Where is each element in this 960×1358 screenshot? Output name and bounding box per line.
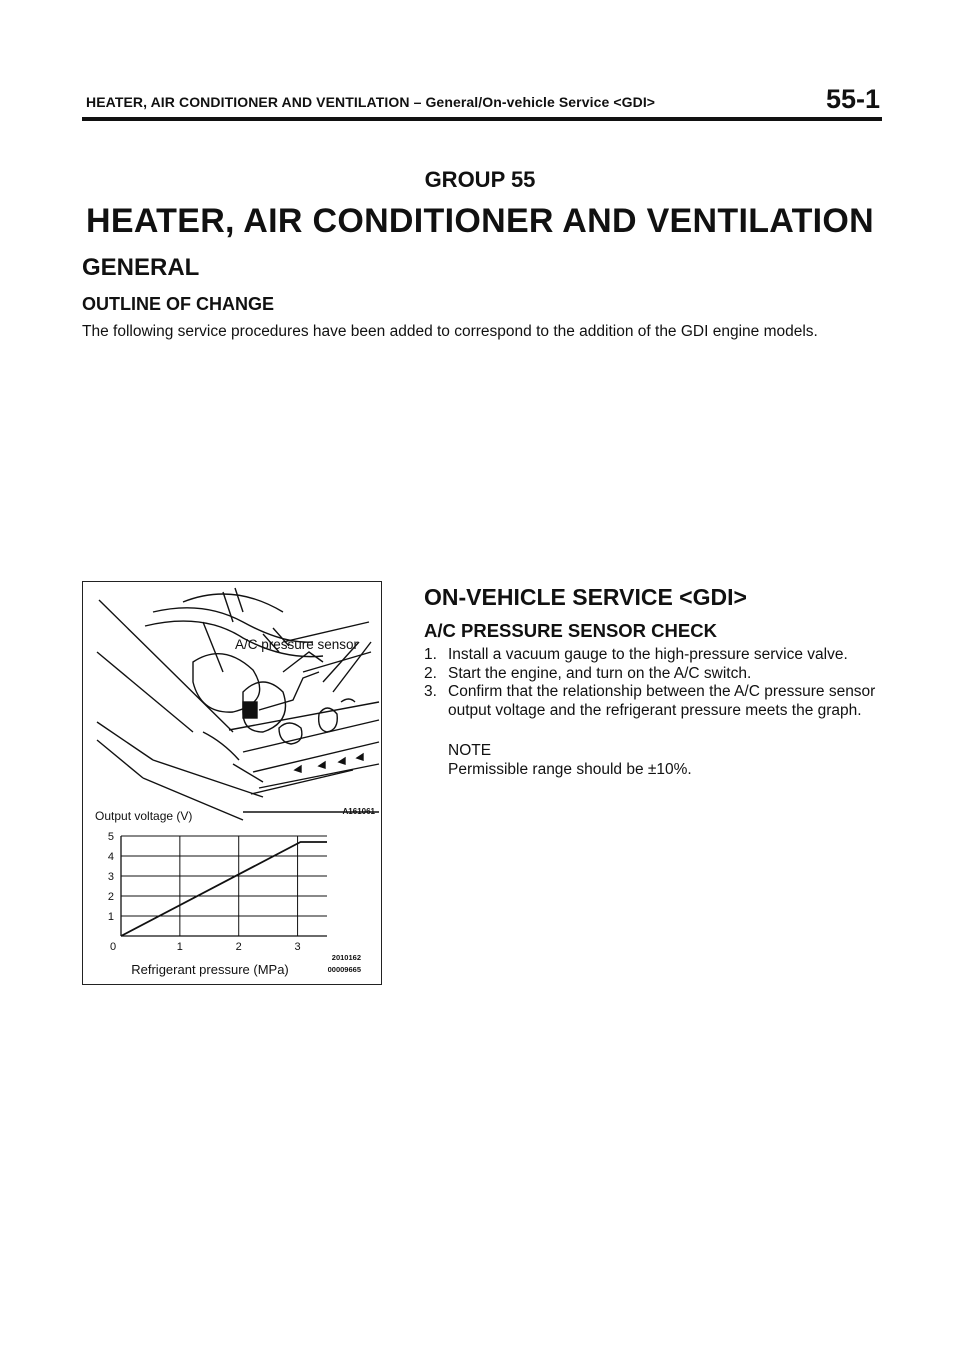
x-axis-label: Refrigerant pressure (MPa)	[131, 962, 289, 977]
running-header	[86, 94, 655, 110]
main-title: HEATER, AIR CONDITIONER AND VENTILATION	[85, 202, 875, 240]
graph-code-1: 2010162	[331, 953, 361, 962]
procedure-steps	[424, 646, 884, 720]
page-number: 55-1	[825, 84, 880, 114]
x-tick-label: 0	[109, 941, 117, 953]
note-label: NOTE	[448, 742, 492, 759]
y-tick-label: 3	[107, 871, 114, 883]
step-number: 3.	[424, 683, 437, 700]
procedure-step	[424, 665, 884, 684]
on-vehicle-service-heading: ON-VEHICLE SERVICE <GDI>	[424, 584, 747, 610]
y-tick-label: 2	[107, 891, 114, 903]
sensor-illustration	[97, 588, 379, 820]
step-text: Confirm that the relationship between the A/C pressure sensor output voltage and the refrigerant pressure meets the graph.	[448, 683, 876, 719]
y-tick-label: 1	[107, 911, 114, 923]
header-subsection: – General/On-vehicle Service <GDI>	[413, 94, 656, 110]
header-rule	[82, 117, 882, 121]
outline-text: The following service procedures have been added to correspond to the addition of the GDI engine models.	[82, 323, 818, 340]
step-number: 1.	[424, 646, 437, 663]
x-tick-label: 3	[294, 941, 301, 953]
y-tick-label: 4	[107, 851, 114, 863]
graph-code-2: 00009665	[327, 965, 361, 974]
y-tick-label: 5	[107, 831, 114, 843]
figure-panel	[82, 581, 382, 985]
x-tick-label: 2	[235, 941, 242, 953]
y-axis-label: Output voltage (V)	[95, 809, 193, 823]
callout-label: A/C pressure sensor	[235, 637, 359, 652]
header-section: HEATER, AIR CONDITIONER AND VENTILATION	[86, 94, 410, 110]
group-title: GROUP 55	[424, 167, 536, 192]
illustration-code: A161061	[342, 807, 375, 816]
step-text: Install a vacuum gauge to the high-pressure service valve.	[448, 646, 848, 663]
outline-heading: OUTLINE OF CHANGE	[82, 294, 274, 314]
procedure-step	[424, 683, 884, 720]
procedure-step	[424, 646, 884, 665]
chart-grid	[121, 836, 327, 936]
figure-svg	[83, 582, 381, 984]
step-text: Start the engine, and turn on the A/C switch.	[448, 664, 752, 682]
general-heading: GENERAL	[82, 254, 200, 281]
step-number: 2.	[424, 664, 437, 682]
note-text: Permissible range should be ±10%.	[448, 761, 692, 778]
x-tick-label: 1	[176, 941, 183, 953]
sensor-check-heading: A/C PRESSURE SENSOR CHECK	[424, 620, 717, 641]
